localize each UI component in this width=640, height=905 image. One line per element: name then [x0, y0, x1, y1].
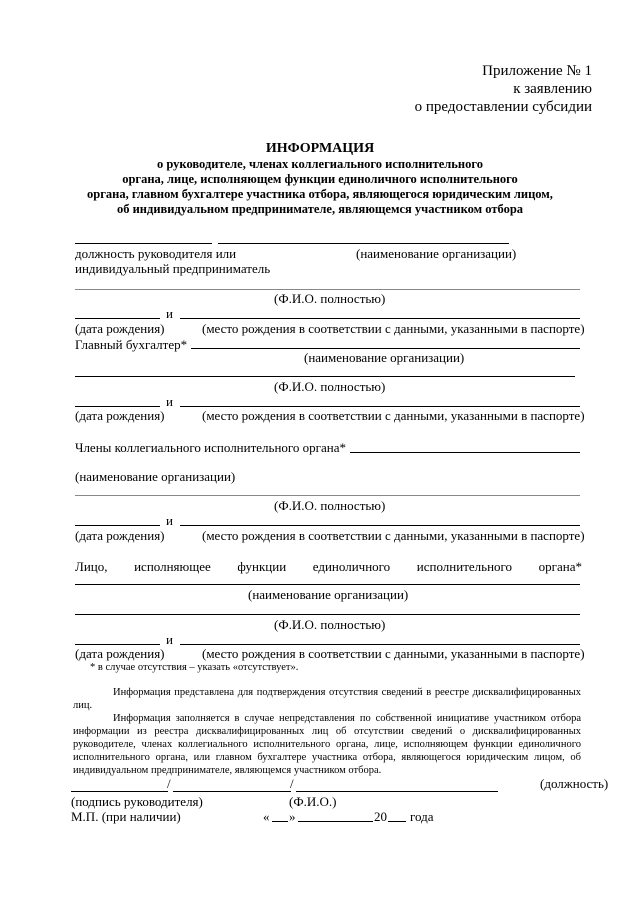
- collegial-members-field[interactable]: [350, 452, 580, 453]
- sole-body-word-2: исполняющее: [134, 559, 211, 574]
- date-close-quote: »: [289, 809, 296, 824]
- title-line-1: о руководителе, членах коллегиального исполнительного: [157, 157, 483, 171]
- sole-body-word-6: органа*: [538, 559, 582, 574]
- birth-date-label-4: (дата рождения): [75, 646, 165, 661]
- signature-field[interactable]: [71, 791, 168, 792]
- year-field[interactable]: [388, 821, 406, 822]
- head-fio-label: (Ф.И.О. полностью): [274, 291, 386, 306]
- sole-body-word-4: единоличного: [312, 559, 391, 574]
- sole-body-word-5: исполнительного: [416, 559, 513, 574]
- collegial-fio-field[interactable]: [75, 495, 580, 496]
- signature-head-label: (подпись руководителя): [71, 794, 203, 809]
- date-open-quote: «: [263, 809, 270, 824]
- head-fio-field[interactable]: [75, 289, 580, 290]
- head-birth-place-field[interactable]: [180, 318, 580, 319]
- birth-place-label-3: (место рождения в соответствии с данными, указанными в паспорте): [202, 528, 585, 543]
- accountant-fio-field[interactable]: [75, 376, 575, 377]
- day-field[interactable]: [272, 821, 288, 822]
- sole-body-word-3: функции: [237, 559, 287, 574]
- sole-body-word-1: Лицо,: [75, 559, 108, 574]
- accountant-fio-label: (Ф.И.О. полностью): [274, 379, 386, 394]
- document-title: ИНФОРМАЦИЯ: [265, 141, 375, 156]
- sole-body-birth-date-field[interactable]: [75, 644, 160, 645]
- birth-place-label-2: (место рождения в соответствии с данными, указанными в паспорте): [202, 408, 585, 423]
- chief-accountant-label: Главный бухгалтер*: [75, 337, 188, 352]
- appendix-number: Приложение № 1: [482, 63, 592, 79]
- footnote: * в случае отсутствия – указать «отсутствует».: [90, 662, 299, 673]
- title-line-2: органа, лице, исполняющем функции единоличного исполнительного: [122, 172, 518, 186]
- collegial-birth-date-field[interactable]: [75, 525, 160, 526]
- appendix-subsidy: о предоставлении субсидии: [414, 99, 592, 115]
- and-label-1: и: [166, 306, 173, 321]
- and-label-3: и: [166, 513, 173, 528]
- sole-body-label: [75, 559, 582, 574]
- signature-fio-label: (Ф.И.О.): [289, 794, 337, 809]
- head-birth-date-field[interactable]: [75, 318, 160, 319]
- year-prefix: 20: [374, 809, 387, 824]
- position-head-label-1: должность руководителя или: [75, 246, 237, 261]
- year-suffix: года: [410, 809, 434, 824]
- slash-2: /: [290, 776, 294, 791]
- sole-body-fio-field[interactable]: [75, 614, 580, 615]
- collegial-members-label: Члены коллегиального исполнительного органа*: [75, 440, 347, 455]
- title-line-3: органа, главном бухгалтере участника отбора, являющегося юридическим лицом,: [87, 187, 553, 201]
- stamp-label: М.П. (при наличии): [71, 809, 181, 824]
- info-paragraphs: [73, 686, 581, 777]
- position-label: (должность): [540, 776, 609, 791]
- org-name-label-4: (наименование организации): [248, 587, 409, 602]
- sole-body-org-field[interactable]: [75, 584, 580, 585]
- info-paragraph-2: Информация заполняется в случае непредставления по собственной инициативе участником отбора информации из реестра дисквалифицированных лиц об отсутствии сведений о дисквалифицированных руководителе, членах коллегиального исполнительного органа, лице, исполняющем функции единоличного исполнительного органа, или главном бухгалтере участника отбора, являющегося юридическим лицом, об индивидуальном предпринимателе, являющемся участником отбора.: [73, 713, 581, 776]
- position-head-label-2: индивидуальный предприниматель: [75, 261, 271, 276]
- slash-1: /: [167, 776, 171, 791]
- signature-fio-field[interactable]: [173, 791, 291, 792]
- and-label-4: и: [166, 632, 173, 647]
- collegial-birth-place-field[interactable]: [180, 525, 580, 526]
- organization-field[interactable]: [218, 243, 509, 244]
- sole-body-fio-label: (Ф.И.О. полностью): [274, 617, 386, 632]
- birth-date-label-3: (дата рождения): [75, 528, 165, 543]
- birth-place-label-4: (место рождения в соответствии с данными, указанными в паспорте): [202, 646, 585, 661]
- birth-date-label-1: (дата рождения): [75, 321, 165, 336]
- birth-date-label-2: (дата рождения): [75, 408, 165, 423]
- sole-body-birth-place-field[interactable]: [180, 644, 580, 645]
- org-name-label: (наименование организации): [356, 246, 517, 261]
- position-field[interactable]: [75, 243, 212, 244]
- info-paragraph-1: Информация представлена для подтверждения отсутствия сведений в реестре дисквалифицированных лиц.: [73, 687, 581, 711]
- month-field[interactable]: [298, 821, 373, 822]
- birth-place-label-1: (место рождения в соответствии с данными, указанными в паспорте): [202, 321, 585, 336]
- signature-position-field[interactable]: [296, 791, 498, 792]
- accountant-birth-date-field[interactable]: [75, 406, 160, 407]
- org-name-label-2: (наименование организации): [304, 350, 465, 365]
- collegial-fio-label: (Ф.И.О. полностью): [274, 498, 386, 513]
- appendix-to-application: к заявлению: [513, 81, 592, 97]
- org-name-label-3: (наименование организации): [75, 469, 236, 484]
- and-label-2: и: [166, 394, 173, 409]
- title-line-4: об индивидуальном предпринимателе, являющемся участником отбора: [116, 202, 524, 216]
- accountant-birth-place-field[interactable]: [180, 406, 580, 407]
- chief-accountant-field[interactable]: [191, 348, 580, 349]
